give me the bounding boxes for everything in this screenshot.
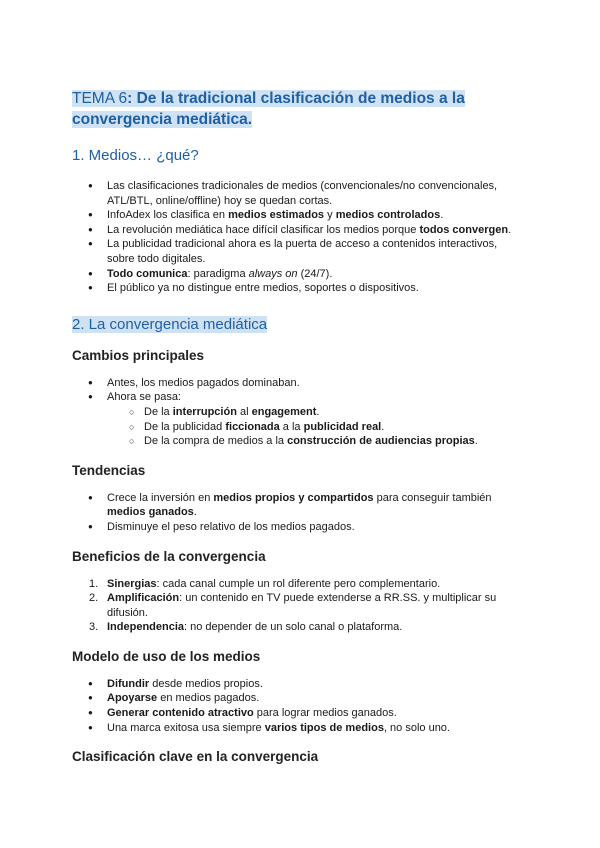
modelo-list — [72, 677, 532, 735]
list-item: ● Disminuye el peso relativo de los medios pagados. — [72, 520, 532, 535]
list-item: ● Una marca exitosa usa siempre varios tipos de medios, no solo uno. — [72, 721, 532, 736]
section-1-list — [72, 179, 532, 296]
list-item: ● Apoyarse en medios pagados. — [72, 691, 532, 706]
beneficios-list — [72, 577, 532, 635]
list-item: ● Crece la inversión en medios propios y compartidos para conseguir también medios ganados. — [72, 491, 532, 520]
list-item: ● Difundir desde medios propios. — [72, 677, 532, 692]
list-item: 3. Independencia: no depender de un solo canal o plataforma. — [89, 621, 403, 634]
section-2-heading: 2. La convergencia mediática — [72, 315, 268, 333]
sub-list-item: ○ De la compra de medios a la construcción de audiencias propias. — [72, 434, 532, 449]
page-title — [72, 88, 532, 130]
tendencias-list — [72, 491, 532, 535]
cambios-sublist — [72, 405, 532, 449]
subheading-modelo: Modelo de uso de los medios — [72, 648, 261, 664]
list-item: ● Generar contenido atractivo para lograr medios ganados. — [72, 706, 532, 721]
list-item: ● Las clasificaciones tradicionales de medios (convencionales/no convencionales, ATL/BTL, online/offline) hoy se quedan cortas. — [72, 179, 532, 208]
subheading-cambios: Cambios principales — [72, 347, 205, 363]
sub-list-item: ○ De la publicidad ficcionada a la publicidad real. — [72, 420, 532, 435]
subheading-clasificacion: Clasificación clave en la convergencia — [72, 749, 319, 765]
sub-list-item: ○ De la interrupción al engagement. — [72, 405, 532, 420]
title-prefix: TEMA 6 — [72, 90, 128, 107]
list-item: ● InfoAdex los clasifica en medios estimados y medios controlados. — [72, 208, 532, 223]
document-page — [72, 88, 532, 777]
title-rest: : De la tradicional clasificación de medios a la — [127, 90, 465, 107]
list-item: ● Antes, los medios pagados dominaban. — [72, 376, 532, 391]
list-item: 2. Amplificación: un contenido en TV puede extenderse a RR.SS. y multiplicar su difusión. — [89, 592, 497, 619]
list-item: ● El público ya no distingue entre medios, soportes o dispositivos. — [72, 281, 532, 296]
list-item: ● La publicidad tradicional ahora es la puerta de acceso a contenidos interactivos, sobre todo digitales. — [72, 237, 532, 266]
list-item: 1. Sinergias: cada canal cumple un rol diferente pero complementario. — [89, 577, 441, 590]
subheading-tendencias: Tendencias — [72, 462, 146, 478]
list-item: ● La revolución mediática hace difícil clasificar los medios porque todos convergen. — [72, 223, 532, 238]
subheading-beneficios: Beneficios de la convergencia — [72, 548, 266, 564]
title-line-2: convergencia mediática. — [72, 111, 253, 128]
list-item: ● Ahora se pasa: ○ De la interrupción al engagement. ○ De la publicidad ficcionada a la publicidad real. ○ De la compra de medios a la construcción de audiencias propias. — [72, 390, 532, 448]
section-1-heading: 1. Medios… ¿qué? — [72, 147, 199, 164]
list-item: ● Todo comunica: paradigma always on (24/7). — [72, 267, 532, 282]
cambios-list — [72, 376, 532, 449]
